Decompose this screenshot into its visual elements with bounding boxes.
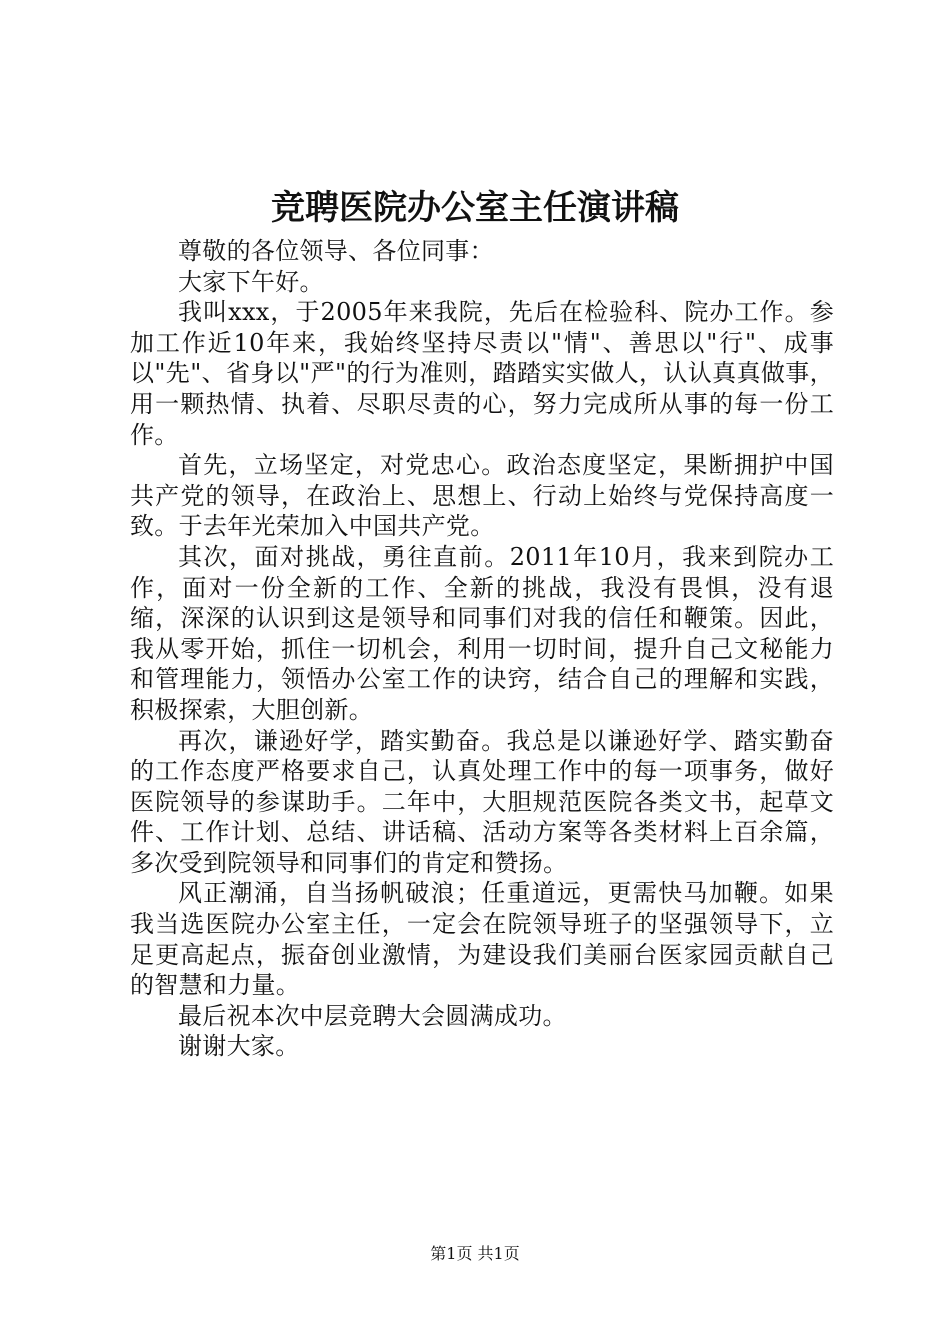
third-point-paragraph: 再次，谦逊好学，踏实勤奋。我总是以谦逊好学、踏实勤奋的工作态度严格要求自己，认真处理工作中的每一项事务，做好医院领导的参谋助手。二年中，大胆规范医院各类文书，起草文件、工作计划、总结、讲话稿、活动方案等各类材料上百余篇，多次受到院领导和同事们的肯定和赞扬。	[130, 726, 834, 877]
introduction-paragraph: 我叫xxx，于2005年来我院，先后在检验科、院办工作。参加工作近10年来，我始终坚持尽责以"情"、善思以"行"、成事以"先"、省身以"严"的行为准则，踏踏实实做人，认认真真做事，用一颗热情、执着、尽职尽责的心，努力完成所从事的每一份工作。	[130, 298, 834, 449]
greeting-paragraph: 大家下午好。	[178, 267, 324, 296]
document-title: 竞聘医院办公室主任演讲稿	[271, 188, 679, 228]
thanks-paragraph: 谢谢大家。	[178, 1032, 300, 1061]
second-point-paragraph: 其次，面对挑战，勇往直前。2011年10月，我来到院办工作，面对一份全新的工作、全新的挑战，我没有畏惧，没有退缩，深深的认识到这是领导和同事们对我的信任和鞭策。因此，我从零开始，抓住一切机会，利用一切时间，提升自己文秘能力和管理能力，领悟办公室工作的诀窍，结合自己的理解和实践，积极探索，大胆创新。	[130, 542, 834, 724]
page-number-footer: 第1页 共1页	[430, 1244, 520, 1263]
salutation-paragraph: 尊敬的各位领导、各位同事：	[178, 237, 494, 265]
first-point-paragraph: 首先，立场坚定，对党忠心。政治态度坚定，果断拥护中国共产党的领导，在政治上、思想上、行动上始终与党保持高度一致。于去年光荣加入中国共产党。	[130, 451, 834, 541]
document-body	[130, 236, 834, 1062]
commitment-paragraph: 风正潮涌，自当扬帆破浪；任重道远，更需快马加鞭。如果我当选医院办公室主任，一定会在院领导班子的坚强领导下，立足更高起点，振奋创业激情，为建设我们美丽台医家园贡献自己的智慧和力量。	[130, 879, 834, 1000]
closing-wish-paragraph: 最后祝本次中层竞聘大会圆满成功。	[178, 1001, 567, 1030]
